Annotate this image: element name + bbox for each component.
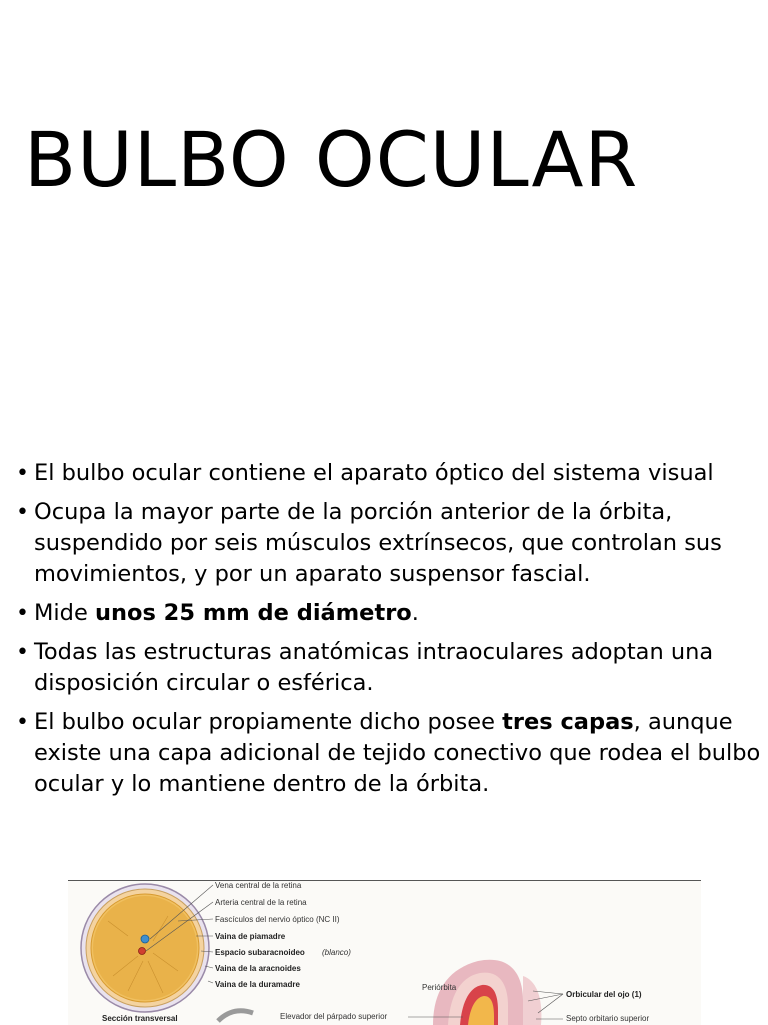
bullet-dot-icon: • bbox=[16, 500, 29, 525]
bullet-item bbox=[16, 458, 761, 489]
bullet-item bbox=[16, 497, 761, 590]
bullet-dot-icon: • bbox=[16, 461, 29, 486]
bullet-text: El bulbo ocular contiene el aparato óptico del sistema visual bbox=[34, 460, 714, 486]
bullet-text-post: , aunque existe una capa adicional de tejido conectivo que rodea el bulbo ocular y lo mantiene dentro de la órbita. bbox=[34, 709, 761, 797]
anatomy-illustration bbox=[68, 881, 701, 1025]
label-elevador: Elevador del párpado superior bbox=[280, 1012, 388, 1021]
bullet-text-pre: Mide bbox=[34, 600, 95, 626]
slide-title: BULBO OCULAR bbox=[24, 115, 639, 204]
anatomy-figure bbox=[68, 880, 701, 1025]
bullet-dot-icon: • bbox=[16, 710, 29, 735]
bullet-list bbox=[16, 458, 761, 808]
bullet-text: Todas las estructuras anatómicas intraoculares adoptan una disposición circular o esférica. bbox=[34, 639, 714, 696]
label-piamadre: Vaina de piamadre bbox=[215, 932, 286, 941]
bullet-text: Ocupa la mayor parte de la porción anterior de la órbita, suspendido por seis músculos extrínsecos, que controlan sus movimientos, y por un aparato suspensor fascial. bbox=[34, 499, 722, 587]
arrow-icon bbox=[218, 1011, 253, 1021]
label-subaracnoideo: Espacio subaracnoideo bbox=[215, 948, 305, 957]
bullet-text-bold: unos 25 mm de diámetro bbox=[94, 600, 412, 626]
label-duramadre: Vaina de la duramadre bbox=[215, 980, 300, 989]
label-periorbita: Periórbita bbox=[422, 983, 457, 992]
label-arteria-central: Arteria central de la retina bbox=[215, 898, 307, 907]
label-septo: Septo orbitario superior bbox=[566, 1014, 650, 1023]
bullet-text-bold: tres capas bbox=[502, 709, 634, 735]
bullet-text-post: . bbox=[411, 600, 419, 626]
bullet-dot-icon: • bbox=[16, 640, 29, 665]
bullet-text-pre: El bulbo ocular propiamente dicho posee bbox=[34, 709, 503, 735]
optic-nerve-cross-section bbox=[81, 884, 209, 1012]
label-orbicular: Orbicular del ojo (1) bbox=[566, 990, 642, 999]
label-fasciculos: Fascículos del nervio óptico (NC II) bbox=[215, 915, 340, 924]
label-seccion: Sección transversal bbox=[102, 1014, 178, 1023]
bullet-item bbox=[16, 637, 761, 699]
eyelid-illustration bbox=[433, 960, 541, 1025]
label-vena-central: Vena central de la retina bbox=[215, 881, 302, 890]
label-aracnoides: Vaina de la aracnoides bbox=[215, 964, 301, 973]
label-blanco: (blanco) bbox=[322, 948, 351, 957]
bullet-item bbox=[16, 598, 761, 629]
bullet-item bbox=[16, 707, 761, 800]
bullet-dot-icon: • bbox=[16, 601, 29, 626]
